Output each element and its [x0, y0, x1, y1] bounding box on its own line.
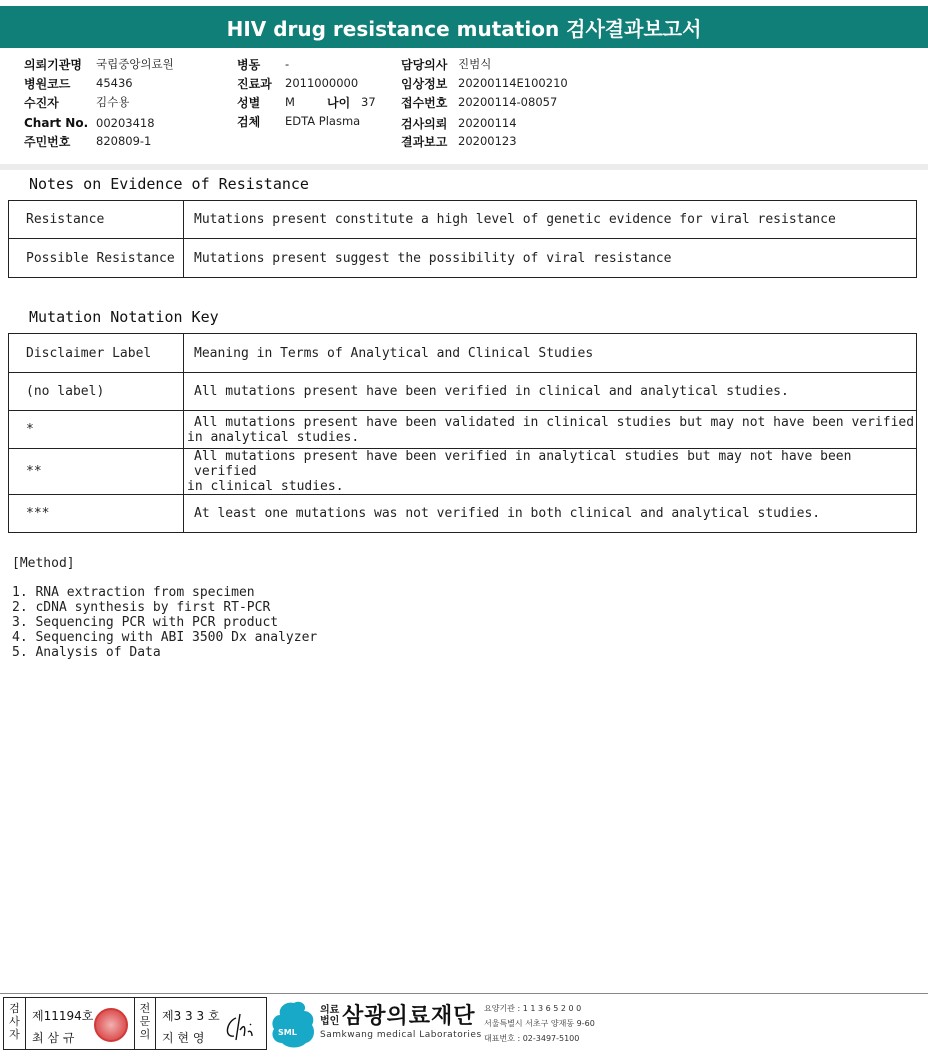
chart-no-value: 00203418 — [96, 116, 155, 130]
report-date-label: 결과보고 — [401, 134, 448, 149]
notation-table — [8, 333, 917, 533]
organization-address: 서울특별시 서초구 양재동 9-60 — [484, 1019, 595, 1028]
sex-label: 성별 — [237, 95, 261, 110]
department-value: 2011000000 — [285, 76, 359, 90]
notation-text: All mutations present have been verified in clinical and analytical studies. — [184, 373, 917, 411]
patient-info-block — [0, 48, 928, 164]
footer-rule — [0, 993, 928, 994]
evidence-section-title: Notes on Evidence of Resistance — [29, 175, 309, 193]
table-row — [9, 373, 917, 411]
notation-text-line1: All mutations present have been validated in clinical studies but may not have been verified — [194, 414, 915, 430]
physician-row — [401, 56, 491, 72]
organization-code: 요양기관 : 1 1 3 6 5 2 0 0 — [484, 1004, 582, 1013]
clinical-info-row — [401, 75, 568, 91]
signature-box — [3, 997, 267, 1050]
signature-icon — [222, 1012, 262, 1042]
method-step: 1. RNA extraction from specimen — [12, 585, 255, 600]
organization-name-english: Samkwang medical Laboratories — [320, 1030, 482, 1040]
institution-value: 국립중앙의료원 — [96, 57, 174, 71]
report-date-value: 20200123 — [458, 134, 517, 148]
physician-label: 담당의사 — [401, 57, 448, 72]
notation-text: Meaning in Terms of Analytical and Clinical Studies — [184, 334, 917, 373]
method-step: 2. cDNA synthesis by first RT-PCR — [12, 600, 271, 615]
organization-phone: 대표번호 : 02-3497-5100 — [484, 1034, 580, 1043]
request-date-row — [401, 115, 517, 131]
resident-no-value: 820809-1 — [96, 134, 152, 148]
organization-name: 삼광의료재단 — [342, 1004, 476, 1029]
notation-label: Disclaimer Label — [9, 334, 184, 373]
notation-text — [184, 411, 917, 449]
evidence-text: Mutations present suggest the possibility of viral resistance — [184, 239, 917, 278]
notation-text-line1: All mutations present have been verified in analytical studies but may not have been verified — [194, 449, 852, 479]
notation-text-line2: in clinical studies. — [187, 479, 344, 494]
evidence-label: Resistance — [9, 201, 184, 239]
request-date-label: 검사의뢰 — [401, 116, 448, 131]
table-row — [9, 449, 917, 495]
institution-label: 의뢰기관명 — [24, 57, 82, 72]
report-footer — [0, 993, 928, 1062]
specimen-row — [237, 113, 360, 129]
receipt-no-value: 20200114-08057 — [458, 95, 558, 109]
receipt-no-row — [401, 94, 557, 110]
physician-value: 진범식 — [458, 57, 492, 71]
resident-no-label: 주민번호 — [24, 134, 71, 149]
hospital-code-value: 45436 — [96, 76, 133, 90]
sex-value: M — [285, 95, 295, 109]
ward-row — [237, 56, 289, 72]
age-label: 나이 — [327, 95, 351, 110]
table-row — [9, 495, 917, 533]
patient-row — [24, 94, 129, 110]
sex-age-row — [237, 94, 376, 110]
method-step: 4. Sequencing with ABI 3500 Dx analyzer — [12, 630, 318, 645]
evidence-label: Possible Resistance — [9, 239, 184, 278]
receipt-no-label: 접수번호 — [401, 95, 448, 110]
table-row — [9, 239, 917, 278]
notation-section-title: Mutation Notation Key — [29, 308, 219, 326]
notation-text — [184, 449, 917, 495]
notation-label: ** — [9, 449, 184, 495]
patient-label: 수진자 — [24, 95, 59, 110]
report-title: HIV drug resistance mutation 검사결과보고서 — [0, 6, 928, 48]
specialist-license: 제3 3 3 호 — [162, 1009, 220, 1023]
report-date-row — [401, 133, 517, 149]
table-row — [9, 201, 917, 239]
specialist-heading-char: 문 — [139, 1015, 151, 1028]
table-row — [9, 411, 917, 449]
specialist-name: 지 현 영 — [162, 1031, 205, 1045]
organization-type-line: 의료 — [320, 1005, 340, 1016]
clinical-info-label: 임상정보 — [401, 76, 448, 91]
sml-logo-text: SML — [278, 1028, 297, 1037]
method-section — [12, 556, 317, 660]
specimen-label: 검체 — [237, 114, 261, 129]
ward-value: - — [285, 57, 290, 71]
notation-label: *** — [9, 495, 184, 533]
method-step: 3. Sequencing PCR with PCR product — [12, 615, 279, 630]
notation-text: At least one mutations was not verified in both clinical and analytical studies. — [184, 495, 917, 533]
organization-type-line: 법인 — [320, 1016, 340, 1027]
chart-no-row — [24, 115, 155, 131]
notation-label: * — [9, 411, 184, 449]
table-row — [9, 334, 917, 373]
hospital-code-label: 병원코드 — [24, 76, 71, 91]
department-row — [237, 75, 358, 91]
sml-logo-icon — [270, 999, 318, 1049]
clinical-info-value: 20200114E100210 — [458, 76, 568, 90]
examiner-heading-char: 자 — [9, 1028, 20, 1041]
organization-contact — [484, 1001, 595, 1046]
evidence-text: Mutations present constitute a high level of genetic evidence for viral resistance — [184, 201, 917, 239]
department-label: 진료과 — [237, 76, 272, 91]
notation-text-line2: in analytical studies. — [187, 429, 360, 445]
method-steps — [12, 585, 317, 660]
specialist-heading-char: 전 — [139, 1002, 151, 1015]
method-title: [Method] — [12, 556, 75, 571]
examiner-heading — [4, 998, 26, 1049]
header-separator — [0, 164, 928, 170]
evidence-table — [8, 200, 917, 278]
hospital-code-row — [24, 75, 133, 91]
examiner-heading-char: 검 — [9, 1002, 20, 1015]
request-date-value: 20200114 — [458, 116, 517, 130]
specialist-heading — [134, 998, 156, 1049]
examiner-license: 제11194호 — [32, 1009, 94, 1023]
organization-logo — [270, 997, 595, 1052]
specialist-heading-char: 의 — [139, 1028, 151, 1041]
method-step: 5. Analysis of Data — [12, 645, 161, 660]
resident-no-row — [24, 133, 151, 149]
ward-label: 병동 — [237, 57, 261, 72]
specimen-value: EDTA Plasma — [285, 114, 361, 128]
age-value: 37 — [361, 95, 376, 109]
institution-row — [24, 56, 174, 72]
organization-type — [320, 1005, 339, 1027]
chart-no-label: Chart No. — [24, 116, 89, 130]
examiner-heading-char: 사 — [9, 1015, 20, 1028]
notation-label: (no label) — [9, 373, 184, 411]
patient-value: 김수용 — [96, 95, 130, 109]
examiner-seal-icon — [94, 1008, 128, 1042]
examiner-name: 최 삼 규 — [32, 1031, 75, 1045]
